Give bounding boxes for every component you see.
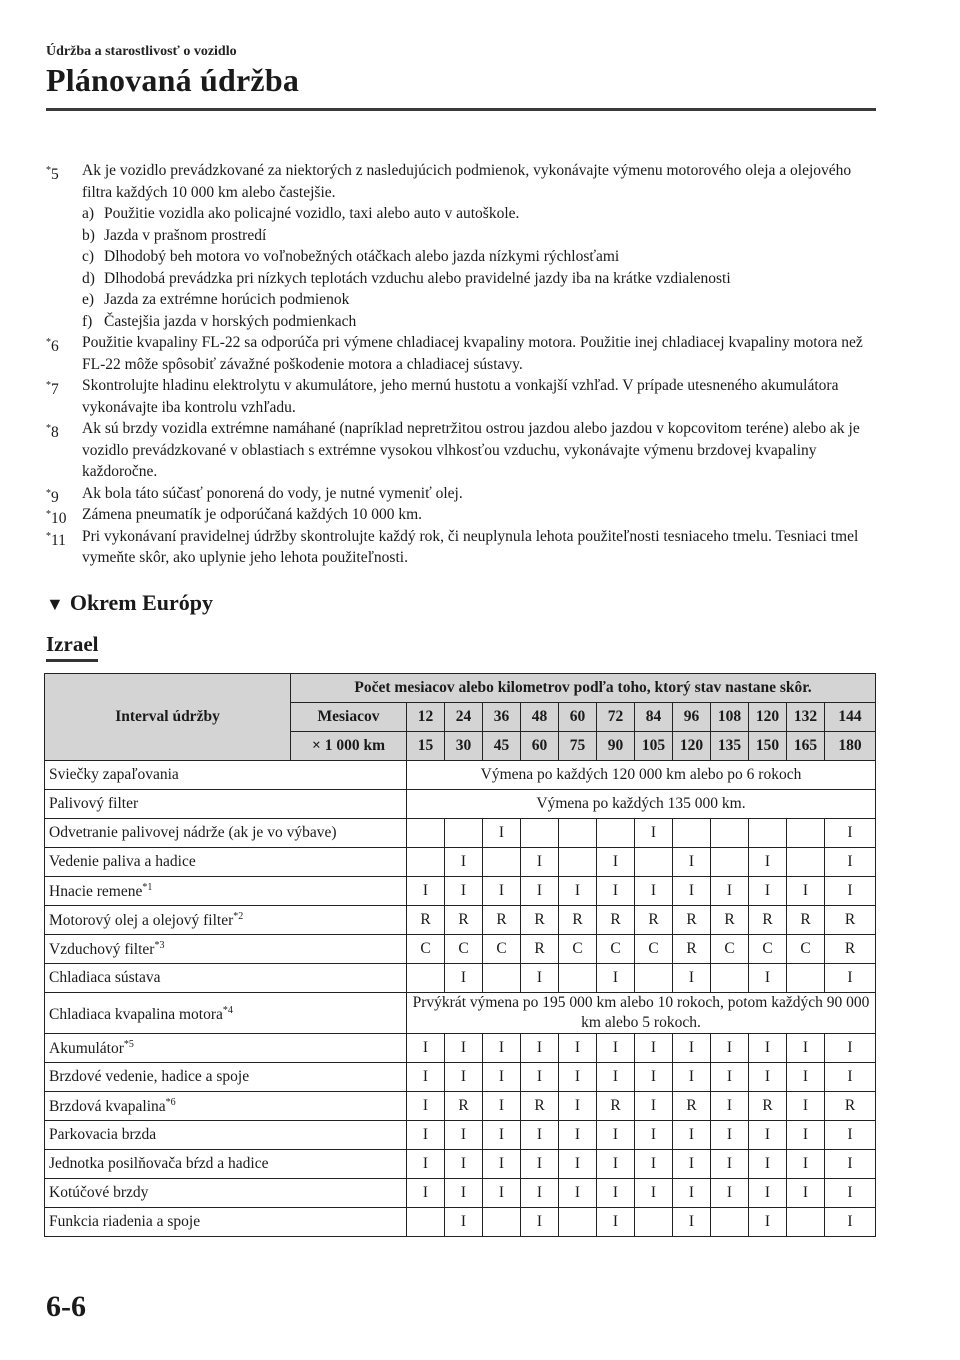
schedule-cell: I xyxy=(749,964,787,993)
schedule-cell: I xyxy=(635,877,673,906)
triangle-down-icon: ▼ xyxy=(46,594,64,614)
km-cell: 105 xyxy=(635,732,673,761)
footnote xyxy=(46,483,878,505)
km-label: × 1 000 km xyxy=(291,732,407,761)
schedule-cell xyxy=(445,819,483,848)
interval-note: Výmena po každých 120 000 km alebo po 6 rokoch xyxy=(407,761,876,790)
schedule-cell: I xyxy=(407,1121,445,1150)
footnote xyxy=(46,504,878,526)
footnote-subitem: e) Jazda za extrémne horúcich podmienok xyxy=(82,291,350,308)
schedule-cell: I xyxy=(787,877,825,906)
schedule-cell: I xyxy=(521,1063,559,1092)
table-row xyxy=(45,1063,876,1092)
schedule-cell: I xyxy=(559,1150,597,1179)
schedule-cell xyxy=(673,819,711,848)
row-label: Odvetranie palivovej nádrže (ak je vo výbave) xyxy=(45,819,407,848)
schedule-cell: I xyxy=(521,877,559,906)
schedule-cell: C xyxy=(597,935,635,964)
row-label: Chladiaca kvapalina motora$^{*4}$ xyxy=(45,993,407,1034)
schedule-cell xyxy=(407,1208,445,1237)
month-cell: 60 xyxy=(559,703,597,732)
row-label: Akumulátor$^{*5}$ xyxy=(45,1034,407,1063)
footnote-ref: *2 xyxy=(233,910,244,922)
schedule-cell: I xyxy=(749,1150,787,1179)
km-cell: 30 xyxy=(445,732,483,761)
table-row xyxy=(45,877,876,906)
footnote-subitem: c) Dlhodobý beh motora vo voľnobežných otáčkach alebo jazda nízkymi rýchlosťami xyxy=(82,248,620,265)
schedule-cell: R xyxy=(749,1092,787,1121)
schedule-cell: I xyxy=(825,1121,876,1150)
months-label: Mesiacov xyxy=(291,703,407,732)
schedule-cell: I xyxy=(521,1208,559,1237)
schedule-cell: I xyxy=(559,1092,597,1121)
schedule-cell: I xyxy=(407,1092,445,1121)
table-row xyxy=(45,1121,876,1150)
schedule-cell xyxy=(711,819,749,848)
footnote-number: *7 xyxy=(46,380,59,398)
schedule-cell: I xyxy=(597,1208,635,1237)
schedule-cell: I xyxy=(825,1208,876,1237)
schedule-cell: I xyxy=(635,1092,673,1121)
schedule-cell: I xyxy=(445,848,483,877)
schedule-cell: R xyxy=(711,906,749,935)
schedule-cell: I xyxy=(673,1121,711,1150)
footnote-number: *6 xyxy=(46,337,59,355)
footnote-subitem: a) Použitie vozidla ako policajné vozidlo, taxi alebo auto v autoškole. xyxy=(82,205,520,222)
schedule-cell xyxy=(521,819,559,848)
km-cell: 45 xyxy=(483,732,521,761)
km-cell: 15 xyxy=(407,732,445,761)
schedule-cell: R xyxy=(559,906,597,935)
footnote-ref: *5 xyxy=(123,1038,134,1050)
schedule-cell xyxy=(635,848,673,877)
schedule-cell: I xyxy=(749,877,787,906)
schedule-cell: I xyxy=(521,1034,559,1063)
table-row xyxy=(45,819,876,848)
schedule-cell: R xyxy=(521,906,559,935)
page-title: Plánovaná údržba xyxy=(46,62,300,98)
schedule-cell: I xyxy=(673,1150,711,1179)
region-title: Okrem Európy xyxy=(69,590,214,615)
footnote-number: *9 xyxy=(46,487,59,506)
schedule-cell: I xyxy=(673,1063,711,1092)
schedule-cell: I xyxy=(445,1034,483,1063)
footnote-ref: *3 xyxy=(154,939,165,951)
schedule-cell: I xyxy=(483,1179,521,1208)
table-row xyxy=(45,935,876,964)
schedule-cell: R xyxy=(483,906,521,935)
schedule-cell: I xyxy=(711,1150,749,1179)
schedule-cell xyxy=(635,964,673,993)
schedule-cell: R xyxy=(407,906,445,935)
schedule-cell: I xyxy=(635,1121,673,1150)
schedule-cell xyxy=(407,964,445,993)
schedule-cell: I xyxy=(597,1179,635,1208)
schedule-cell xyxy=(483,964,521,993)
footnote-subitem: b) Jazda v prašnom prostredí xyxy=(82,226,267,244)
schedule-cell: R xyxy=(635,906,673,935)
row-label: Parkovacia brzda xyxy=(45,1121,407,1150)
schedule-cell xyxy=(407,848,445,877)
schedule-cell: I xyxy=(483,877,521,906)
top-header: Počet mesiacov alebo kilometrov podľa toho, ktorý stav nastane skôr. xyxy=(291,674,876,703)
schedule-cell: I xyxy=(445,1179,483,1208)
schedule-cell: I xyxy=(711,1034,749,1063)
schedule-cell: I xyxy=(559,1121,597,1150)
schedule-cell: I xyxy=(559,1063,597,1092)
schedule-cell: I xyxy=(825,848,876,877)
month-cell: 108 xyxy=(711,703,749,732)
schedule-cell: R xyxy=(825,906,876,935)
footnote-subitem: f) Častejšia jazda v horských podmienkach xyxy=(82,312,357,330)
footnote xyxy=(46,375,878,418)
month-cell: 24 xyxy=(445,703,483,732)
schedule-cell: I xyxy=(597,877,635,906)
schedule-cell xyxy=(711,964,749,993)
schedule-cell: I xyxy=(749,1063,787,1092)
schedule-cell: I xyxy=(483,1150,521,1179)
row-label: Vedenie paliva a hadice xyxy=(45,848,407,877)
schedule-cell: I xyxy=(559,1179,597,1208)
schedule-cell: I xyxy=(521,1179,559,1208)
interval-note: Prvýkrát výmena po 195 000 km alebo 10 rokoch, potom každých 90 000 km alebo 5 rokoch. xyxy=(407,993,876,1034)
schedule-cell: I xyxy=(521,964,559,993)
table-row xyxy=(45,790,876,819)
footnote-text: Ak je vozidlo prevádzkované za niektorých z nasledujúcich podmienok, vykonávajte výmenu motorového oleja a olejového filtra každých 10 000 km alebo častejšie. xyxy=(82,162,852,201)
schedule-cell: I xyxy=(673,877,711,906)
schedule-cell: R xyxy=(445,1092,483,1121)
month-cell: 84 xyxy=(635,703,673,732)
schedule-cell xyxy=(787,1208,825,1237)
schedule-cell: I xyxy=(445,1121,483,1150)
schedule-cell: I xyxy=(597,964,635,993)
schedule-cell: I xyxy=(597,1063,635,1092)
footnote-text: Použitie kvapaliny FL-22 sa odporúča pri výmene chladiacej kvapaliny motora. Použitie inej chladiacej kvapaliny motora než FL-22 môže spôsobiť závažné poškodenie motora a chladiacej sústavy. xyxy=(82,334,863,373)
schedule-cell: I xyxy=(749,1121,787,1150)
schedule-cell: I xyxy=(483,1063,521,1092)
table-row xyxy=(45,1179,876,1208)
row-label: Palivový filter xyxy=(45,790,407,819)
schedule-cell: I xyxy=(825,964,876,993)
schedule-cell xyxy=(635,1208,673,1237)
schedule-cell xyxy=(749,819,787,848)
schedule-cell: I xyxy=(597,1150,635,1179)
row-label: Motorový olej a olejový filter$^{*2}$ xyxy=(45,906,407,935)
schedule-cell: I xyxy=(825,1150,876,1179)
schedule-cell: I xyxy=(445,877,483,906)
schedule-cell: I xyxy=(825,1179,876,1208)
schedule-cell: R xyxy=(597,906,635,935)
schedule-cell xyxy=(483,1208,521,1237)
row-label: Jednotka posilňovača bŕzd a hadice xyxy=(45,1150,407,1179)
schedule-cell: I xyxy=(635,1179,673,1208)
schedule-cell: I xyxy=(673,1179,711,1208)
month-cell: 72 xyxy=(597,703,635,732)
schedule-cell: I xyxy=(635,1034,673,1063)
row-label: Sviečky zapaľovania xyxy=(45,761,407,790)
schedule-cell: I xyxy=(445,964,483,993)
row-label: Hnacie remene$^{*1}$ xyxy=(45,877,407,906)
schedule-cell xyxy=(559,1208,597,1237)
schedule-cell: I xyxy=(407,1179,445,1208)
schedule-cell: I xyxy=(407,1034,445,1063)
schedule-cell: C xyxy=(787,935,825,964)
month-cell: 132 xyxy=(787,703,825,732)
schedule-cell: C xyxy=(749,935,787,964)
footnote xyxy=(46,526,878,569)
schedule-cell: I xyxy=(445,1208,483,1237)
table-row xyxy=(45,1034,876,1063)
schedule-cell: I xyxy=(521,848,559,877)
table-row xyxy=(45,964,876,993)
schedule-cell xyxy=(787,848,825,877)
schedule-cell: R xyxy=(825,935,876,964)
schedule-cell: I xyxy=(521,1121,559,1150)
table-row xyxy=(45,1208,876,1237)
schedule-cell: R xyxy=(749,906,787,935)
schedule-cell: R xyxy=(521,1092,559,1121)
schedule-cell: I xyxy=(445,1063,483,1092)
schedule-cell: I xyxy=(597,1034,635,1063)
km-cell: 75 xyxy=(559,732,597,761)
schedule-cell xyxy=(597,819,635,848)
table-row xyxy=(45,1150,876,1179)
schedule-cell xyxy=(559,819,597,848)
footnote-ref: *6 xyxy=(165,1096,176,1108)
schedule-cell: I xyxy=(749,848,787,877)
row-label: Funkcia riadenia a spoje xyxy=(45,1208,407,1237)
footnote-text: Zámena pneumatík je odporúčaná každých 10 000 km. xyxy=(82,506,423,523)
country-heading: Izrael xyxy=(46,632,98,662)
schedule-cell: R xyxy=(673,906,711,935)
footnote-text: Ak sú brzdy vozidla extrémne namáhané (napríklad nepretržitou ostrou jazdou alebo jazdou v kopcovitom teréne) alebo ak je vozidlo prevádzkované v oblastiach s extrémne vysokou vlhkosťou vzduchu, vykonávajte výmenu brzdovej kvapaliny každoročne. xyxy=(82,420,860,480)
schedule-cell: R xyxy=(787,906,825,935)
footnote-number: *8 xyxy=(46,423,59,441)
schedule-cell: I xyxy=(597,1121,635,1150)
schedule-cell: I xyxy=(673,1034,711,1063)
schedule-cell xyxy=(787,819,825,848)
schedule-cell: I xyxy=(711,1092,749,1121)
table-row xyxy=(45,993,876,1034)
schedule-cell xyxy=(711,848,749,877)
schedule-cell: I xyxy=(483,1034,521,1063)
row-label: Kotúčové brzdy xyxy=(45,1179,407,1208)
schedule-cell: I xyxy=(825,819,876,848)
km-cell: 60 xyxy=(521,732,559,761)
page-number: 6-6 xyxy=(46,1290,86,1323)
footnote-text: Ak bola táto súčasť ponorená do vody, je nutné vymeniť olej. xyxy=(82,484,463,502)
schedule-cell: I xyxy=(787,1092,825,1121)
page-header xyxy=(46,44,876,99)
row-label: Vzduchový filter$^{*3}$ xyxy=(45,935,407,964)
footnote xyxy=(46,160,878,332)
title-rule xyxy=(46,108,876,111)
footnote-subitem: d) Dlhodobá prevádzka pri nízkych teplotách vzduchu alebo pravidelné jazdy iba na krátke vzdialenosti xyxy=(82,269,731,287)
km-cell: 165 xyxy=(787,732,825,761)
footnote-number: *5 xyxy=(46,165,59,183)
schedule-cell: I xyxy=(407,877,445,906)
month-cell: 96 xyxy=(673,703,711,732)
schedule-cell: I xyxy=(635,819,673,848)
schedule-cell xyxy=(787,964,825,993)
row-label: Chladiaca sústava xyxy=(45,964,407,993)
schedule-cell: I xyxy=(825,1063,876,1092)
schedule-cell: C xyxy=(445,935,483,964)
interval-header: Interval údržby xyxy=(45,674,291,761)
schedule-cell: I xyxy=(445,1150,483,1179)
schedule-cell: I xyxy=(787,1150,825,1179)
schedule-cell: R xyxy=(445,906,483,935)
region-heading xyxy=(46,590,213,616)
schedule-cell: I xyxy=(483,819,521,848)
schedule-cell: I xyxy=(673,964,711,993)
km-cell: 90 xyxy=(597,732,635,761)
footnote-number: *11 xyxy=(46,530,66,549)
schedule-cell: I xyxy=(673,848,711,877)
table-row xyxy=(45,906,876,935)
table-row xyxy=(45,761,876,790)
schedule-cell: I xyxy=(635,1063,673,1092)
row-label: Brzdové vedenie, hadice a spoje xyxy=(45,1063,407,1092)
schedule-cell: I xyxy=(559,877,597,906)
schedule-cell xyxy=(483,848,521,877)
footnote-text: Pri vykonávaní pravidelnej údržby skontrolujte každý rok, či neuplynula lehota použiteľnosti tesniaceho tmelu. Tesniaci tmel vymeňte skôr, ako uplynie jeho lehota použiteľnosti. xyxy=(82,527,859,566)
schedule-cell: I xyxy=(711,1063,749,1092)
schedule-cell: C xyxy=(635,935,673,964)
schedule-cell: C xyxy=(711,935,749,964)
schedule-cell: I xyxy=(597,848,635,877)
km-cell: 150 xyxy=(749,732,787,761)
footnote xyxy=(46,418,878,483)
month-cell: 48 xyxy=(521,703,559,732)
section-label: Údržba a starostlivosť o vozidlo xyxy=(46,44,237,59)
schedule-cell: I xyxy=(407,1150,445,1179)
footnote-ref: *4 xyxy=(222,1005,233,1016)
schedule-cell xyxy=(407,819,445,848)
schedule-cell: I xyxy=(483,1121,521,1150)
schedule-cell: I xyxy=(749,1179,787,1208)
schedule-cell: R xyxy=(825,1092,876,1121)
schedule-cell: I xyxy=(825,1034,876,1063)
schedule-cell: I xyxy=(787,1034,825,1063)
schedule-cell xyxy=(559,964,597,993)
month-cell: 36 xyxy=(483,703,521,732)
schedule-cell xyxy=(711,1208,749,1237)
schedule-cell: I xyxy=(825,877,876,906)
schedule-cell: I xyxy=(711,877,749,906)
schedule-cell: R xyxy=(673,1092,711,1121)
schedule-cell xyxy=(559,848,597,877)
footnotes xyxy=(46,160,878,569)
schedule-cell: I xyxy=(711,1179,749,1208)
schedule-cell: I xyxy=(483,1092,521,1121)
km-cell: 180 xyxy=(825,732,876,761)
km-cell: 120 xyxy=(673,732,711,761)
schedule-cell: C xyxy=(559,935,597,964)
schedule-cell: I xyxy=(787,1179,825,1208)
schedule-cell: I xyxy=(711,1121,749,1150)
schedule-cell: R xyxy=(673,935,711,964)
schedule-cell: I xyxy=(787,1121,825,1150)
schedule-cell: I xyxy=(787,1063,825,1092)
table-row xyxy=(45,1092,876,1121)
schedule-cell: I xyxy=(521,1150,559,1179)
km-cell: 135 xyxy=(711,732,749,761)
footnote-text: Skontrolujte hladinu elektrolytu v akumulátore, jeho mernú hustotu a vonkajší vzhľad. V prípade utesneného akumulátora vykonávajte iba kontrolu vzhľadu. xyxy=(82,377,839,416)
month-cell: 120 xyxy=(749,703,787,732)
footnote-number: *10 xyxy=(46,509,67,527)
month-cell: 144 xyxy=(825,703,876,732)
table-row xyxy=(45,848,876,877)
schedule-cell: C xyxy=(407,935,445,964)
row-label: Brzdová kvapalina$^{*6}$ xyxy=(45,1092,407,1121)
schedule-cell: I xyxy=(749,1208,787,1237)
schedule-cell: I xyxy=(635,1150,673,1179)
schedule-cell: I xyxy=(749,1034,787,1063)
schedule-cell: I xyxy=(559,1034,597,1063)
schedule-cell: R xyxy=(521,935,559,964)
footnote-ref: *1 xyxy=(142,881,153,893)
schedule-cell: I xyxy=(673,1208,711,1237)
footnote xyxy=(46,332,878,375)
maintenance-table xyxy=(44,673,876,1237)
schedule-cell: C xyxy=(483,935,521,964)
interval-note: Výmena po každých 135 000 km. xyxy=(407,790,876,819)
schedule-cell: R xyxy=(597,1092,635,1121)
schedule-cell: I xyxy=(407,1063,445,1092)
month-cell: 12 xyxy=(407,703,445,732)
